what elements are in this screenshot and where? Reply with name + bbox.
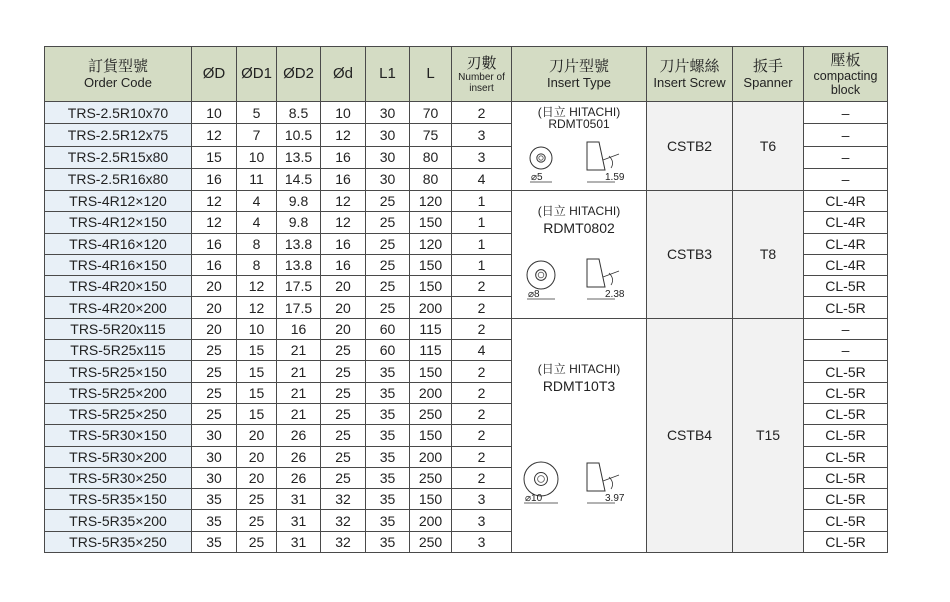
cell-l1: 35 (366, 446, 410, 467)
cell-flutes: 4 (452, 340, 512, 361)
cell-flutes: 2 (452, 361, 512, 382)
cell-compacting-block: CL-4R (804, 212, 888, 233)
cell-compacting-block: CL-5R (804, 297, 888, 318)
diameter-label: ⌀10 (525, 493, 543, 505)
cell-l: 120 (410, 191, 452, 212)
spec-table (44, 46, 888, 553)
cell-od2: 13.5 (277, 146, 321, 168)
cell-od: 35 (192, 531, 237, 552)
insert-maker: (日立 HITACHI) (537, 105, 621, 119)
cell-flutes: 3 (452, 124, 512, 146)
header-l1: L1 (366, 47, 410, 102)
cell-l1: 25 (366, 233, 410, 254)
insert-hole (536, 270, 547, 281)
cell-flutes: 4 (452, 168, 512, 190)
cell-od1: 8 (237, 254, 277, 275)
insert-model: RDMT10T3 (542, 378, 616, 395)
cell-d: 25 (321, 340, 366, 361)
cell-order-code: TRS-5R25×150 (45, 361, 192, 382)
cell-od: 20 (192, 297, 237, 318)
thickness-label: 3.97 (605, 493, 625, 505)
cell-l1: 35 (366, 403, 410, 424)
cell-d: 10 (321, 102, 366, 124)
cell-d: 32 (321, 531, 366, 552)
cell-od1: 5 (237, 102, 277, 124)
cell-l: 200 (410, 297, 452, 318)
cell-flutes: 3 (452, 489, 512, 510)
cell-d: 12 (321, 124, 366, 146)
cell-od: 35 (192, 489, 237, 510)
cell-flutes: 2 (452, 102, 512, 124)
cell-od2: 9.8 (277, 191, 321, 212)
cell-od: 16 (192, 254, 237, 275)
cell-d: 20 (321, 297, 366, 318)
cell-order-code: TRS-2.5R12x75 (45, 124, 192, 146)
cell-l1: 30 (366, 102, 410, 124)
cell-order-code: TRS-5R30×200 (45, 446, 192, 467)
cell-compacting-block: – (804, 318, 888, 339)
diameter-label: ⌀5 (531, 172, 543, 183)
cell-od2: 21 (277, 403, 321, 424)
cell-od1: 4 (237, 212, 277, 233)
cell-d: 25 (321, 446, 366, 467)
cell-l: 200 (410, 510, 452, 531)
header-row (45, 47, 888, 102)
insert-screw-cell: CSTB2 (647, 102, 733, 191)
cell-compacting-block: – (804, 102, 888, 124)
cell-order-code: TRS-5R25x115 (45, 340, 192, 361)
cell-flutes: 2 (452, 382, 512, 403)
table-body (45, 102, 888, 553)
insert-maker: (日立 HITACHI) (537, 204, 621, 219)
cell-od1: 15 (237, 340, 277, 361)
cell-od1: 12 (237, 276, 277, 297)
cell-order-code: TRS-4R12×120 (45, 191, 192, 212)
cell-l: 150 (410, 425, 452, 446)
cell-compacting-block: CL-5R (804, 489, 888, 510)
header-insert-type: 刀片型號 Insert Type (512, 47, 647, 102)
cell-od1: 25 (237, 489, 277, 510)
cell-d: 16 (321, 254, 366, 275)
cell-compacting-block: CL-4R (804, 254, 888, 275)
cell-order-code: TRS-5R35×150 (45, 489, 192, 510)
cell-l: 150 (410, 276, 452, 297)
insert-screw-cell: CSTB3 (647, 191, 733, 319)
cell-od1: 20 (237, 446, 277, 467)
cell-l1: 25 (366, 254, 410, 275)
cell-l1: 35 (366, 489, 410, 510)
cell-flutes: 2 (452, 446, 512, 467)
cell-l: 150 (410, 254, 452, 275)
cell-compacting-block: – (804, 124, 888, 146)
cell-od1: 10 (237, 318, 277, 339)
cell-od2: 17.5 (277, 297, 321, 318)
cell-od2: 26 (277, 425, 321, 446)
cell-flutes: 1 (452, 233, 512, 254)
cell-od2: 9.8 (277, 212, 321, 233)
cell-l1: 60 (366, 340, 410, 361)
header-od: ØD (192, 47, 237, 102)
cell-od1: 15 (237, 403, 277, 424)
cell-l1: 35 (366, 531, 410, 552)
insert-type-cell (512, 102, 647, 191)
table-row (45, 191, 888, 212)
insert-drawing (519, 132, 639, 190)
cell-order-code: TRS-2.5R15x80 (45, 146, 192, 168)
cell-l: 200 (410, 446, 452, 467)
header-insert-screw: 刀片螺絲 Insert Screw (647, 47, 733, 102)
cell-flutes: 2 (452, 425, 512, 446)
cell-l: 250 (410, 531, 452, 552)
cell-od2: 31 (277, 531, 321, 552)
cell-order-code: TRS-5R35×200 (45, 510, 192, 531)
cell-l: 150 (410, 212, 452, 233)
cell-od2: 26 (277, 467, 321, 488)
header-spanner: 扳手 Spanner (733, 47, 804, 102)
header-l: L (410, 47, 452, 102)
cell-flutes: 1 (452, 254, 512, 275)
cell-od: 20 (192, 276, 237, 297)
header-od2: ØD2 (277, 47, 321, 102)
cell-od: 12 (192, 212, 237, 233)
cell-flutes: 2 (452, 276, 512, 297)
cell-order-code: TRS-5R25×250 (45, 403, 192, 424)
cell-od1: 25 (237, 510, 277, 531)
insert-maker: (日立 HITACHI) (537, 362, 621, 377)
cell-compacting-block: – (804, 168, 888, 190)
insert-type-cell (512, 318, 647, 552)
cell-l1: 35 (366, 382, 410, 403)
cell-l1: 25 (366, 276, 410, 297)
cell-od: 20 (192, 318, 237, 339)
cell-flutes: 1 (452, 212, 512, 233)
header-od1: ØD1 (237, 47, 277, 102)
cell-order-code: TRS-5R30×150 (45, 425, 192, 446)
cell-flutes: 2 (452, 297, 512, 318)
cell-d: 25 (321, 425, 366, 446)
cell-od: 12 (192, 191, 237, 212)
cell-od1: 12 (237, 297, 277, 318)
cell-order-code: TRS-4R16×120 (45, 233, 192, 254)
cell-compacting-block: CL-5R (804, 403, 888, 424)
cell-od1: 20 (237, 425, 277, 446)
cell-order-code: TRS-5R20x115 (45, 318, 192, 339)
cell-l: 115 (410, 318, 452, 339)
cell-l1: 60 (366, 318, 410, 339)
diameter-label: ⌀8 (528, 289, 540, 301)
cell-order-code: TRS-2.5R16x80 (45, 168, 192, 190)
cell-l: 150 (410, 489, 452, 510)
cell-order-code: TRS-4R20×150 (45, 276, 192, 297)
cell-order-code: TRS-5R30×250 (45, 467, 192, 488)
cell-od: 10 (192, 102, 237, 124)
cell-l1: 35 (366, 361, 410, 382)
cell-od1: 15 (237, 361, 277, 382)
cell-od: 30 (192, 446, 237, 467)
cell-flutes: 2 (452, 467, 512, 488)
cell-od1: 25 (237, 531, 277, 552)
cell-l: 80 (410, 168, 452, 190)
header-compacting-block: 壓板 compacting block (804, 47, 888, 102)
cell-order-code: TRS-5R25×200 (45, 382, 192, 403)
cell-order-code: TRS-2.5R10x70 (45, 102, 192, 124)
cell-od: 30 (192, 425, 237, 446)
cell-l1: 30 (366, 124, 410, 146)
cell-od: 25 (192, 340, 237, 361)
cell-l1: 25 (366, 212, 410, 233)
cell-od1: 4 (237, 191, 277, 212)
cell-d: 20 (321, 276, 366, 297)
insert-screw-cell: CSTB4 (647, 318, 733, 552)
spanner-cell: T8 (733, 191, 804, 319)
cell-flutes: 3 (452, 531, 512, 552)
cell-compacting-block: CL-5R (804, 446, 888, 467)
cell-l1: 35 (366, 467, 410, 488)
insert-side-view (587, 142, 605, 170)
cell-l1: 30 (366, 168, 410, 190)
cell-compacting-block: – (804, 340, 888, 361)
cell-flutes: 1 (452, 191, 512, 212)
thickness-label: 1.59 (605, 172, 625, 183)
cell-od: 12 (192, 124, 237, 146)
cell-compacting-block: CL-5R (804, 531, 888, 552)
cell-d: 12 (321, 212, 366, 233)
cell-od2: 31 (277, 489, 321, 510)
cell-d: 32 (321, 510, 366, 531)
cell-compacting-block: CL-5R (804, 382, 888, 403)
cell-od2: 21 (277, 382, 321, 403)
cell-od2: 13.8 (277, 254, 321, 275)
cell-od: 25 (192, 382, 237, 403)
cell-l: 120 (410, 233, 452, 254)
cell-od: 35 (192, 510, 237, 531)
cell-od2: 17.5 (277, 276, 321, 297)
insert-side-view (587, 463, 605, 491)
insert-model: RDMT0501 (548, 117, 610, 131)
cell-od2: 21 (277, 361, 321, 382)
insert-drawing (519, 453, 639, 511)
cell-order-code: TRS-4R12×150 (45, 212, 192, 233)
cell-od: 25 (192, 403, 237, 424)
cell-compacting-block: CL-5R (804, 425, 888, 446)
cell-order-code: TRS-4R16×150 (45, 254, 192, 275)
cell-od2: 31 (277, 510, 321, 531)
cell-l: 80 (410, 146, 452, 168)
cell-d: 25 (321, 361, 366, 382)
cell-d: 12 (321, 191, 366, 212)
insert-type-cell (512, 191, 647, 319)
cell-l: 250 (410, 467, 452, 488)
header-d: Ød (321, 47, 366, 102)
cell-od2: 26 (277, 446, 321, 467)
cell-d: 16 (321, 146, 366, 168)
cell-od1: 10 (237, 146, 277, 168)
cell-l1: 30 (366, 146, 410, 168)
thickness-label: 2.38 (605, 289, 625, 301)
cell-flutes: 3 (452, 510, 512, 531)
cell-flutes: 2 (452, 403, 512, 424)
cell-od: 16 (192, 233, 237, 254)
cell-l1: 35 (366, 510, 410, 531)
insert-side-view (587, 259, 605, 287)
cell-l: 250 (410, 403, 452, 424)
cell-od1: 8 (237, 233, 277, 254)
cell-od2: 21 (277, 340, 321, 361)
cell-compacting-block: CL-5R (804, 467, 888, 488)
cell-d: 20 (321, 318, 366, 339)
cell-d: 32 (321, 489, 366, 510)
cell-l: 150 (410, 361, 452, 382)
cell-compacting-block: CL-5R (804, 276, 888, 297)
cell-l1: 25 (366, 297, 410, 318)
insert-hole (537, 154, 545, 162)
cell-od2: 10.5 (277, 124, 321, 146)
cell-l: 200 (410, 382, 452, 403)
cell-l: 70 (410, 102, 452, 124)
insert-model: RDMT0802 (543, 220, 615, 237)
cell-l: 75 (410, 124, 452, 146)
table-row (45, 318, 888, 339)
cell-od2: 8.5 (277, 102, 321, 124)
cell-compacting-block: CL-5R (804, 510, 888, 531)
cell-od: 15 (192, 146, 237, 168)
cell-od: 25 (192, 361, 237, 382)
cell-od1: 7 (237, 124, 277, 146)
insert-drawing (519, 249, 639, 307)
cell-order-code: TRS-4R20×200 (45, 297, 192, 318)
cell-flutes: 2 (452, 318, 512, 339)
cell-od1: 11 (237, 168, 277, 190)
cell-d: 16 (321, 233, 366, 254)
cell-d: 25 (321, 403, 366, 424)
cell-compacting-block: – (804, 146, 888, 168)
cell-od: 30 (192, 467, 237, 488)
insert-hole (535, 473, 548, 486)
cell-d: 25 (321, 382, 366, 403)
cell-od: 16 (192, 168, 237, 190)
cell-flutes: 3 (452, 146, 512, 168)
cell-order-code: TRS-5R35×250 (45, 531, 192, 552)
cell-od2: 13.8 (277, 233, 321, 254)
cell-compacting-block: CL-4R (804, 233, 888, 254)
cell-l1: 35 (366, 425, 410, 446)
cell-l: 115 (410, 340, 452, 361)
cell-d: 25 (321, 467, 366, 488)
spanner-cell: T15 (733, 318, 804, 552)
cell-od2: 14.5 (277, 168, 321, 190)
cell-l1: 25 (366, 191, 410, 212)
cell-od1: 20 (237, 467, 277, 488)
cell-od2: 16 (277, 318, 321, 339)
cell-d: 16 (321, 168, 366, 190)
cell-od1: 15 (237, 382, 277, 403)
cell-compacting-block: CL-4R (804, 191, 888, 212)
header-order-code: 訂貨型號 Order Code (45, 47, 192, 102)
header-flutes: 刃數 Number of insert (452, 47, 512, 102)
table-row (45, 102, 888, 124)
cell-compacting-block: CL-5R (804, 361, 888, 382)
spanner-cell: T6 (733, 102, 804, 191)
